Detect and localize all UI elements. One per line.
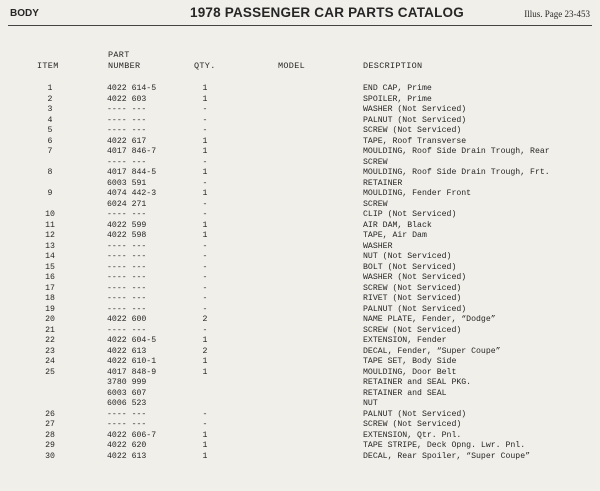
item-number: 13 [45, 241, 55, 251]
table-row [0, 273, 600, 284]
description: END CAP, Prime [363, 84, 432, 93]
description: MOULDING, Roof Side Drain Trough, Frt. [363, 168, 550, 177]
table-row [0, 84, 600, 95]
col-header-part-line1: PART [108, 50, 130, 60]
section-label: BODY [10, 8, 39, 19]
quantity: - [202, 178, 208, 188]
quantity: 1 [202, 94, 208, 104]
description: WASHER (Not Serviced) [363, 273, 467, 282]
part-number: 4022 617 [107, 136, 147, 146]
table-row [0, 284, 600, 295]
description: WASHER [363, 241, 393, 251]
quantity: - [202, 409, 208, 419]
description: AIR DAM, Black [363, 220, 432, 230]
description: NUT [363, 399, 378, 408]
item-number: 19 [45, 304, 55, 314]
table-row [0, 200, 600, 211]
part-number: 4022 603 [107, 94, 147, 104]
item-number: 3 [47, 105, 53, 114]
description: BOLT (Not Serviced) [363, 262, 457, 272]
catalog-title: 1978 PASSENGER CAR PARTS CATALOG [190, 5, 464, 20]
item-number: 25 [45, 367, 55, 377]
table-row [0, 431, 600, 442]
part-number: 4022 604-5 [107, 336, 157, 345]
catalog-header [0, 0, 600, 26]
table-row [0, 221, 600, 232]
item-number: 11 [45, 220, 55, 230]
part-number: 4022 599 [107, 220, 147, 230]
table-row [0, 126, 600, 137]
quantity: - [202, 105, 208, 114]
part-number: ---- --- [107, 273, 147, 282]
description: PALNUT (Not Serviced) [363, 115, 467, 125]
part-number: ---- --- [107, 241, 147, 251]
description: SCREW (Not Serviced) [363, 325, 462, 335]
description: RETAINER and SEAL PKG. [363, 378, 472, 387]
description: TAPE, Roof Transverse [363, 136, 467, 146]
quantity: 2 [202, 346, 208, 356]
table-row [0, 179, 600, 190]
quantity: - [202, 126, 208, 135]
quantity: - [202, 210, 208, 219]
item-number: 30 [45, 451, 55, 461]
part-number: ---- --- [107, 420, 147, 429]
item-number: 18 [45, 294, 55, 303]
item-number: 21 [45, 325, 55, 335]
table-row [0, 315, 600, 326]
description: PALNUT (Not Serviced) [363, 409, 467, 419]
illustration-page-ref: Illus. Page 23-453 [524, 9, 590, 19]
item-number: 20 [45, 315, 55, 324]
part-number: ---- --- [107, 304, 147, 314]
description: SCREW (Not Serviced) [363, 126, 462, 135]
table-row [0, 389, 600, 400]
description: MOULDING, Roof Side Drain Trough, Rear [363, 147, 550, 156]
table-row [0, 231, 600, 242]
item-number: 12 [45, 231, 55, 240]
description: SCREW (Not Serviced) [363, 283, 462, 293]
item-number: 17 [45, 283, 55, 293]
part-number: 4022 606-7 [107, 430, 157, 440]
part-number: ---- --- [107, 252, 147, 261]
item-number: 16 [45, 273, 55, 282]
col-header-item: ITEM [37, 61, 59, 71]
part-number: 4022 620 [107, 441, 147, 450]
quantity: 1 [202, 84, 208, 93]
table-row [0, 326, 600, 337]
table-row [0, 252, 600, 263]
quantity: - [202, 325, 208, 335]
quantity: 1 [202, 220, 208, 230]
parts-table [0, 84, 600, 462]
table-row [0, 357, 600, 368]
description: TAPE STRIPE, Deck Opng. Lwr. Pnl. [363, 441, 526, 450]
part-number: ---- --- [107, 105, 147, 114]
part-number: 4022 610-1 [107, 357, 157, 366]
table-row [0, 242, 600, 253]
description: RETAINER [363, 178, 403, 188]
quantity: - [202, 294, 208, 303]
part-number: 3780 999 [107, 378, 147, 387]
quantity: 1 [202, 367, 208, 377]
quantity: 1 [202, 136, 208, 146]
description: PALNUT (Not Serviced) [363, 304, 467, 314]
part-number: ---- --- [107, 210, 147, 219]
item-number: 22 [45, 336, 55, 345]
description: CLIP (Not Serviced) [363, 210, 457, 219]
table-row [0, 263, 600, 274]
item-number: 7 [47, 147, 53, 156]
description: NAME PLATE, Fender, “Dodge” [363, 315, 496, 324]
item-number: 15 [45, 262, 55, 272]
item-number: 2 [47, 94, 53, 104]
description: RIVET (Not Serviced) [363, 294, 462, 303]
part-number: 4017 846-7 [107, 147, 157, 156]
quantity: 2 [202, 315, 208, 324]
quantity: 1 [202, 189, 208, 198]
col-header-qty: QTY. [194, 61, 216, 71]
description: SPOILER, Prime [363, 94, 432, 104]
description: NUT (Not Serviced) [363, 252, 452, 261]
part-number: 4022 600 [107, 315, 147, 324]
description: SCREW (Not Serviced) [363, 420, 462, 429]
table-row [0, 368, 600, 379]
description: SCREW [363, 199, 388, 209]
description: EXTENSION, Qtr. Pnl. [363, 430, 462, 440]
quantity: 1 [202, 147, 208, 156]
table-row [0, 137, 600, 148]
description: MOULDING, Fender Front [363, 189, 472, 198]
description: TAPE, Air Dam [363, 231, 427, 240]
table-row [0, 305, 600, 316]
table-row [0, 105, 600, 116]
col-header-part-line2: NUMBER [108, 61, 141, 71]
quantity: - [202, 157, 208, 167]
description: TAPE SET, Body Side [363, 357, 457, 366]
part-number: ---- --- [107, 325, 147, 335]
item-number: 1 [47, 84, 53, 93]
item-number: 28 [45, 430, 55, 440]
part-number: ---- --- [107, 157, 147, 167]
table-row [0, 147, 600, 158]
quantity: - [202, 262, 208, 272]
table-row [0, 441, 600, 452]
item-number: 4 [47, 115, 53, 125]
description: RETAINER and SEAL [363, 388, 447, 398]
part-number: ---- --- [107, 126, 147, 135]
part-number: ---- --- [107, 262, 147, 272]
description: DECAL, Fender, “Super Coupe” [363, 346, 501, 356]
quantity: 1 [202, 231, 208, 240]
table-row [0, 347, 600, 358]
quantity: 1 [202, 336, 208, 345]
quantity: - [202, 273, 208, 282]
table-row [0, 158, 600, 169]
table-row [0, 95, 600, 106]
quantity: 1 [202, 357, 208, 366]
quantity: 1 [202, 441, 208, 450]
table-row [0, 116, 600, 127]
quantity: 1 [202, 451, 208, 461]
quantity: 1 [202, 430, 208, 440]
table-row [0, 210, 600, 221]
col-header-description: DESCRIPTION [363, 61, 423, 71]
header-rule [8, 25, 592, 26]
item-number: 8 [47, 168, 53, 177]
part-number: ---- --- [107, 409, 147, 419]
table-row [0, 452, 600, 463]
part-number: ---- --- [107, 115, 147, 125]
quantity: - [202, 115, 208, 125]
table-row [0, 189, 600, 200]
item-number: 6 [47, 136, 53, 146]
col-header-model: MODEL [278, 61, 306, 71]
part-number: 6006 523 [107, 399, 147, 408]
part-number: ---- --- [107, 294, 147, 303]
part-number: 4017 848-9 [107, 367, 157, 377]
table-row [0, 399, 600, 410]
item-number: 10 [45, 210, 55, 219]
table-row [0, 168, 600, 179]
table-row [0, 294, 600, 305]
part-number: ---- --- [107, 283, 147, 293]
description: WASHER (Not Serviced) [363, 105, 467, 114]
table-row [0, 378, 600, 389]
item-number: 26 [45, 409, 55, 419]
description: MOULDING, Door Belt [363, 367, 457, 377]
part-number: 4022 598 [107, 231, 147, 240]
description: DECAL, Rear Spoiler, “Super Coupe” [363, 451, 531, 461]
quantity: 1 [202, 168, 208, 177]
item-number: 9 [47, 189, 53, 198]
item-number: 27 [45, 420, 55, 429]
item-number: 29 [45, 441, 55, 450]
part-number: 6003 607 [107, 388, 147, 398]
table-row [0, 336, 600, 347]
quantity: - [202, 420, 208, 429]
table-row [0, 410, 600, 421]
quantity: - [202, 199, 208, 209]
quantity: - [202, 283, 208, 293]
item-number: 5 [47, 126, 53, 135]
part-number: 4017 844-5 [107, 168, 157, 177]
quantity: - [202, 241, 208, 251]
table-row [0, 420, 600, 431]
quantity: - [202, 304, 208, 314]
part-number: 4022 614-5 [107, 84, 157, 93]
part-number: 4074 442-3 [107, 189, 157, 198]
item-number: 14 [45, 252, 55, 261]
item-number: 24 [45, 357, 55, 366]
description: SCREW [363, 157, 388, 167]
quantity: - [202, 252, 208, 261]
part-number: 6003 591 [107, 178, 147, 188]
description: EXTENSION, Fender [363, 336, 447, 345]
item-number: 23 [45, 346, 55, 356]
part-number: 4022 613 [107, 451, 147, 461]
part-number: 6024 271 [107, 199, 147, 209]
part-number: 4022 613 [107, 346, 147, 356]
